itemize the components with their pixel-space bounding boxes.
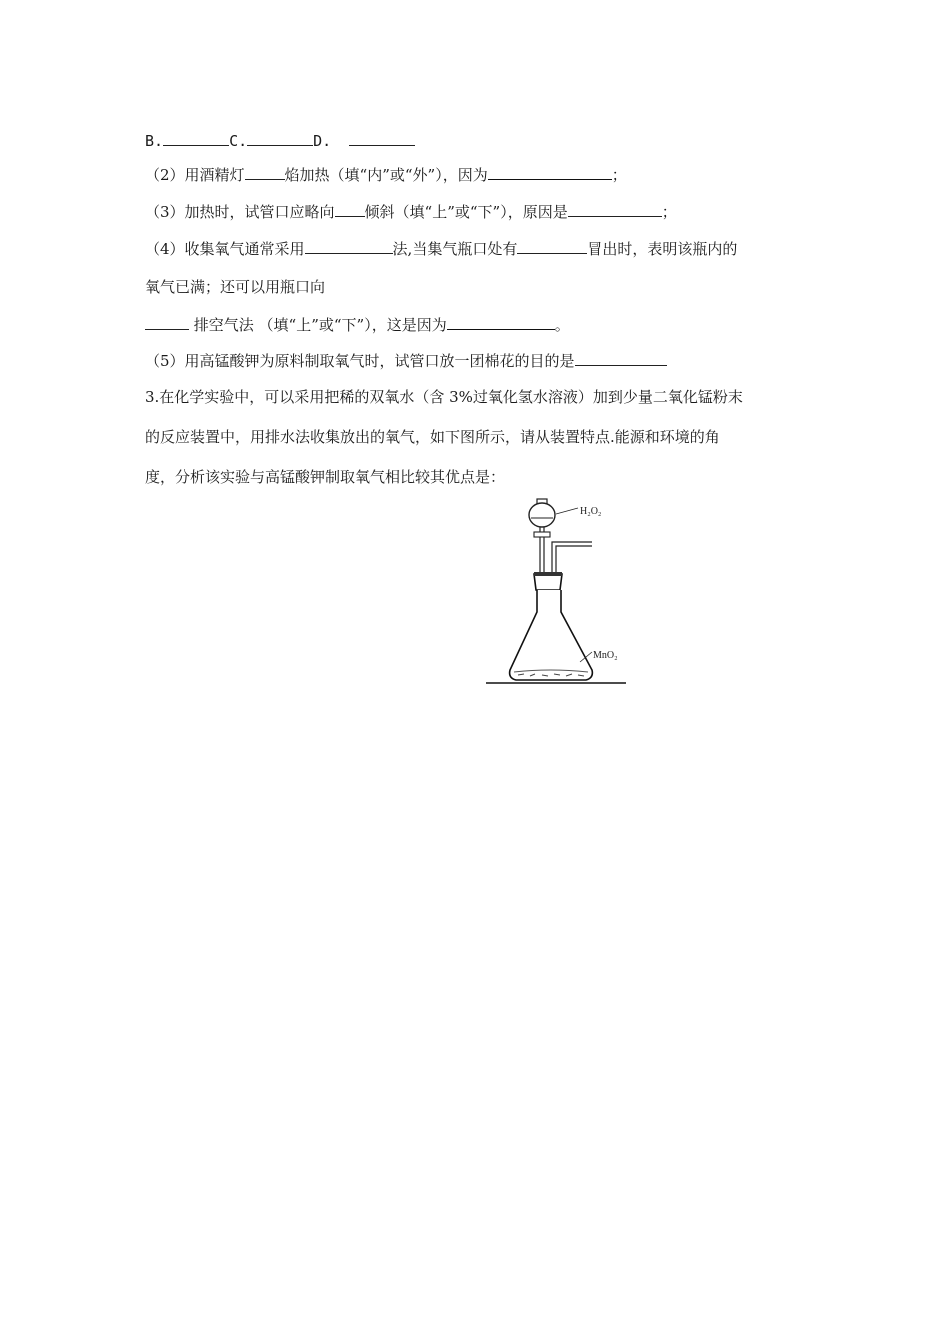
q3-middle: 倾斜（填“上”或“下”），原因是 — [364, 203, 568, 221]
q1-options-line — [145, 130, 415, 151]
q3-main-text-3: 度，分析该实验与高锰酸钾制取氧气相比较其优点是： — [145, 468, 506, 486]
q4-prefix: （4）收集氧气通常采用 — [145, 240, 305, 258]
rubber-stopper — [534, 574, 562, 590]
q4-line-3 — [145, 314, 570, 335]
q5-text: （5）用高锰酸钾为原料制取氧气时，试管口放一团棉花的目的是 — [145, 352, 575, 370]
stopcock — [534, 532, 550, 537]
q3-main-text-1: 3.在化学实验中，可以采用把稀的双氧水（含 3%过氧化氢水溶液）加到少量二氧化锰粉末 — [145, 388, 743, 406]
apparatus-figure — [480, 492, 640, 692]
q3-main-text-2: 的反应装置中，用排水法收集放出的氧气，如下图所示，请从装置特点.能源和环境的角 — [145, 428, 720, 446]
q4-blank-3[interactable] — [145, 314, 189, 330]
q3-main-line-1 — [145, 387, 743, 407]
apparatus-diagram — [480, 492, 640, 692]
delivery-tube-outer — [552, 542, 592, 574]
q4-line3-middle: 排空气法 （填“上”或“下”），这是因为 — [193, 316, 447, 334]
option-c-label: C. — [229, 132, 248, 150]
q2-suffix: ； — [611, 166, 627, 184]
q2-line — [145, 164, 627, 185]
separatory-funnel-bulb — [529, 503, 555, 527]
q2-blank-2[interactable] — [488, 164, 612, 180]
h2o2-pointer — [556, 508, 578, 514]
mno2-label: MnO₂ — [593, 650, 618, 661]
conical-flask — [510, 590, 593, 680]
option-d-blank[interactable] — [349, 130, 415, 146]
q5-blank[interactable] — [575, 350, 667, 366]
option-b-blank[interactable] — [163, 130, 229, 146]
h2o2-label: H₂O₂ — [580, 506, 602, 517]
q4-blank-2[interactable] — [517, 238, 587, 254]
q3-blank-2[interactable] — [568, 201, 662, 217]
q2-prefix: （2）用酒精灯 — [145, 166, 245, 184]
q2-blank-1[interactable] — [245, 164, 285, 180]
q4-middle: 法,当集气瓶口处有 — [392, 240, 518, 258]
stopper-top — [534, 572, 562, 576]
delivery-tube-inner — [556, 546, 592, 574]
q3-line — [145, 201, 677, 222]
q4-line3-suffix: 。 — [554, 316, 570, 334]
q4-blank-1[interactable] — [305, 238, 393, 254]
q4-line-1 — [145, 238, 737, 259]
q2-middle: 焰加热（填“内”或“外”），因为 — [284, 166, 488, 184]
q4-suffix: 冒出时，表明该瓶内的 — [587, 240, 738, 258]
q3-main-line-3 — [145, 467, 505, 487]
q3-prefix: （3）加热时，试管口应略向 — [145, 203, 335, 221]
option-d-label: D. — [313, 132, 332, 150]
q4-line2: 氧气已满；还可以用瓶口向 — [145, 278, 326, 296]
q5-line — [145, 350, 667, 371]
q3-main-line-2 — [145, 427, 720, 447]
option-c-blank[interactable] — [247, 130, 313, 146]
q4-blank-4[interactable] — [447, 314, 555, 330]
q3-suffix: ； — [661, 203, 677, 221]
option-b-label: B. — [145, 132, 164, 150]
q3-blank-1[interactable] — [335, 201, 365, 217]
q4-line-2 — [145, 277, 325, 297]
